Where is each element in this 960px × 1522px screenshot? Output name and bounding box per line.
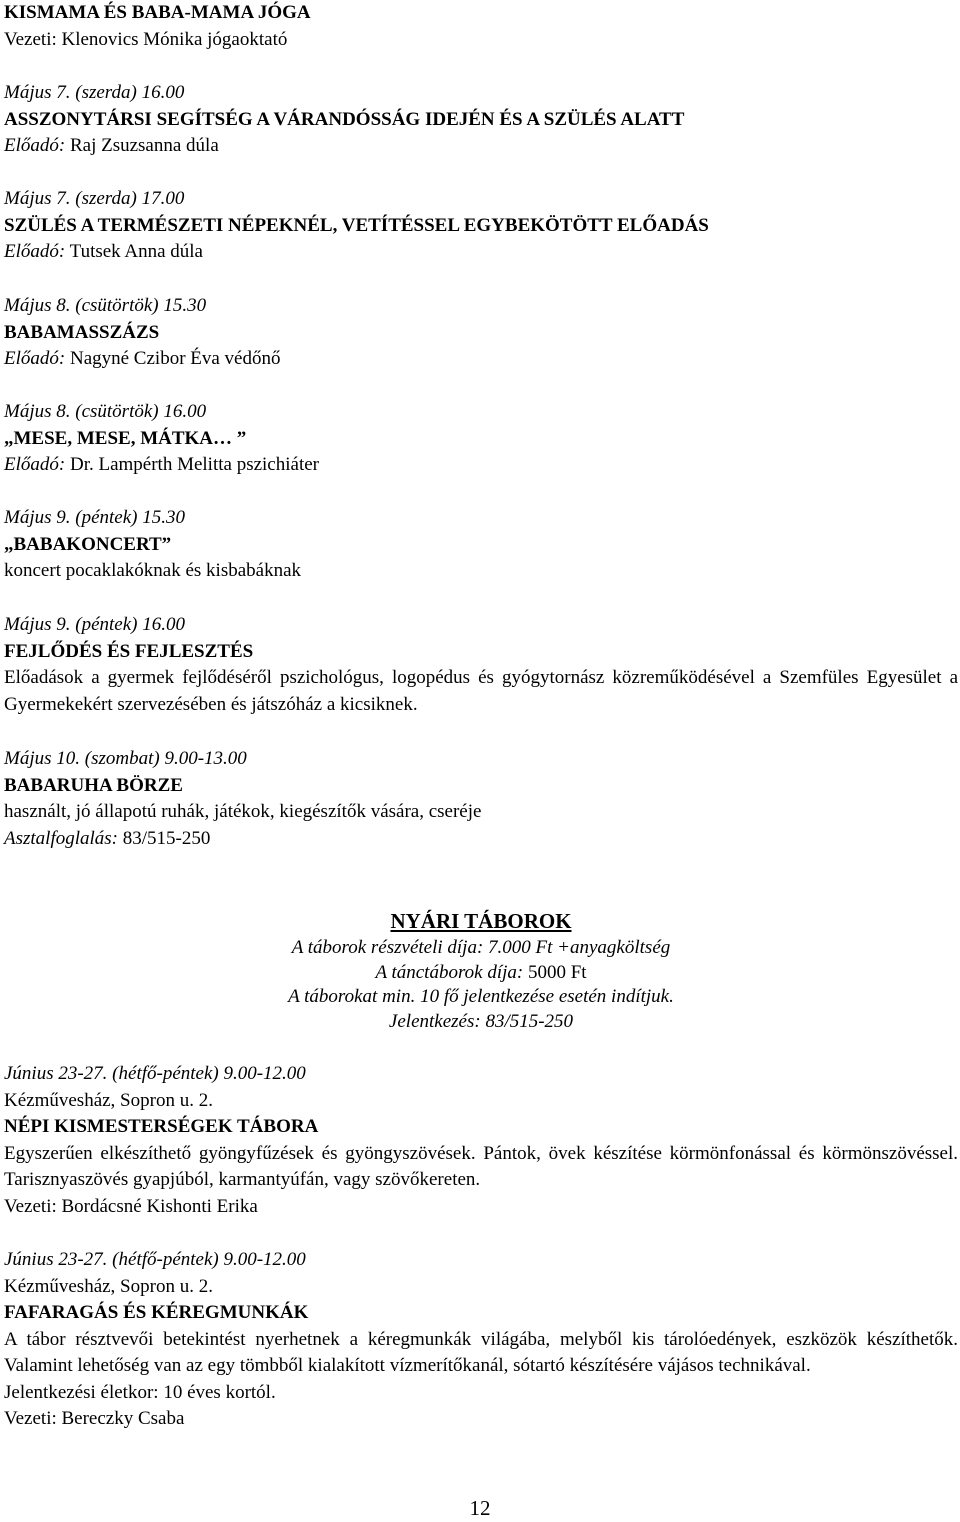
event-description: koncert pocaklakóknak és kisbabáknak (4, 560, 302, 581)
event-title: BABARUHA BÖRZE (4, 774, 183, 796)
camps-fee-value: 7.000 Ft +anyagköltség (488, 937, 671, 958)
camp-description: A tábor résztvevői betekintést nyerhetnek a kéregmunkák világába, melyből kis tárolóedények, eszközök készíthetők. Valamint lehetőség van az egy tömbből kialakított vízmerítőkanál, sótartó készítésére vájásos technikával. (4, 1328, 958, 1376)
event-presenter (4, 452, 958, 479)
camps-dance-value: 5000 Ft (527, 961, 587, 983)
event-presenter (4, 239, 958, 266)
presenter-label: Előadó: (4, 348, 66, 369)
event-presenter (4, 346, 958, 373)
camps-fee (4, 936, 958, 961)
event-development (4, 612, 958, 718)
presenter-name: Nagyné Czibor Éva védőnő (65, 348, 281, 369)
camp-woodcarving (4, 1247, 958, 1433)
camps-dance-fee (4, 961, 958, 986)
event-description: használt, jó állapotú ruhák, játékok, kiegészítők vására, cseréje (4, 801, 482, 822)
event-title: BABAMASSZÁZS (4, 321, 160, 343)
camp-folk-crafts (4, 1061, 958, 1220)
camp-place: Kézművesház, Sopron u. 2. (4, 1089, 213, 1111)
presenter-label: Előadó: (4, 135, 66, 156)
camp-age: Jelentkezési életkor: 10 éves kortól. (4, 1381, 276, 1403)
camps-fee-label: A táborok részvételi díja: (291, 937, 489, 958)
event-title: FEJLŐDÉS ÉS FEJLESZTÉS (4, 640, 254, 662)
camp-date: Június 23-27. (hétfő-péntek) 9.00-12.00 (4, 1249, 306, 1270)
camps-min-note: A táborokat min. 10 fő jelentkezése esetén indítjuk. (288, 986, 674, 1007)
event-title: „MESE, MESE, MÁTKA… ” (4, 427, 247, 449)
event-date: Május 9. (péntek) 15.30 (4, 507, 185, 528)
camp-date: Június 23-27. (hétfő-péntek) 9.00-12.00 (4, 1063, 306, 1084)
camp-leader: Vezeti: Bordácsné Kishonti Erika (4, 1195, 258, 1217)
camps-heading: NYÁRI TÁBOROK (390, 909, 572, 933)
event-baby-massage (4, 293, 958, 373)
event-title: „BABAKONCERT” (4, 533, 172, 555)
presenter-name: Tutsek Anna dúla (65, 241, 203, 262)
presenter-label: Előadó: (4, 241, 66, 262)
event-date: Május 9. (péntek) 16.00 (4, 614, 185, 635)
event-yoga (4, 0, 958, 53)
camp-title: FAFARAGÁS ÉS KÉREGMUNKÁK (4, 1302, 309, 1323)
camp-place: Kézművesház, Sopron u. 2. (4, 1275, 213, 1297)
presenter-name: Dr. Lampérth Melitta pszichiáter (65, 454, 319, 475)
presenter-name: Raj Zsuzsanna dúla (65, 135, 219, 156)
event-assistance (4, 80, 958, 160)
event-date: Május 8. (csütörtök) 15.30 (4, 295, 207, 316)
event-title: SZÜLÉS A TERMÉSZETI NÉPEKNÉL, VETÍTÉSSEL EGYBEKÖTÖTT ELŐADÁS (4, 214, 709, 236)
event-date: Május 7. (szerda) 17.00 (4, 188, 185, 209)
camp-leader: Vezeti: Bereczky Csaba (4, 1408, 185, 1429)
event-title: KISMAMA ÉS BABA-MAMA JÓGA (4, 2, 311, 23)
camps-dance-label: A tánctáborok díja: (375, 961, 528, 983)
event-description: Előadások a gyermek fejlődéséről pszichológus, logopédus és gyógytornász közreműködésével a Szemfüles Egyesület a Gyermekekért szervezésében és játszóház a kicsiknek. (4, 667, 958, 715)
page-number: 12 (469, 1496, 491, 1520)
event-baby-concert (4, 505, 958, 585)
event-date: Május 7. (szerda) 16.00 (4, 82, 185, 103)
camps-signup: Jelentkezés: 83/515-250 (388, 1010, 574, 1032)
event-birth-natural-peoples (4, 186, 958, 266)
booking-label: Asztalfoglalás: (4, 827, 119, 849)
event-booking (4, 826, 958, 853)
event-date: Május 10. (szombat) 9.00-13.00 (4, 748, 247, 769)
camp-title: NÉPI KISMESTERSÉGEK TÁBORA (4, 1116, 319, 1137)
event-leader: Vezeti: Klenovics Mónika jógaoktató (4, 28, 288, 50)
booking-phone: 83/515-250 (118, 827, 211, 849)
event-title: ASSZONYTÁRSI SEGÍTSÉG A VÁRANDÓSSÁG IDEJÉN ÉS A SZÜLÉS ALATT (4, 108, 685, 130)
event-date: Május 8. (csütörtök) 16.00 (4, 401, 207, 422)
event-tale (4, 399, 958, 479)
presenter-label: Előadó: (4, 454, 66, 475)
event-presenter (4, 133, 958, 160)
camp-description: Egyszerűen elkészíthető gyöngyfűzések és gyöngyszövések. Pántok, övek készítése körmönfonással és körmönszövéssel. Tarisznyaszövés gyapjúból, karmantyúfán, vagy szövőkereten. (4, 1142, 958, 1190)
event-clothing-fair (4, 746, 958, 852)
summer-camps-info (4, 906, 958, 1034)
